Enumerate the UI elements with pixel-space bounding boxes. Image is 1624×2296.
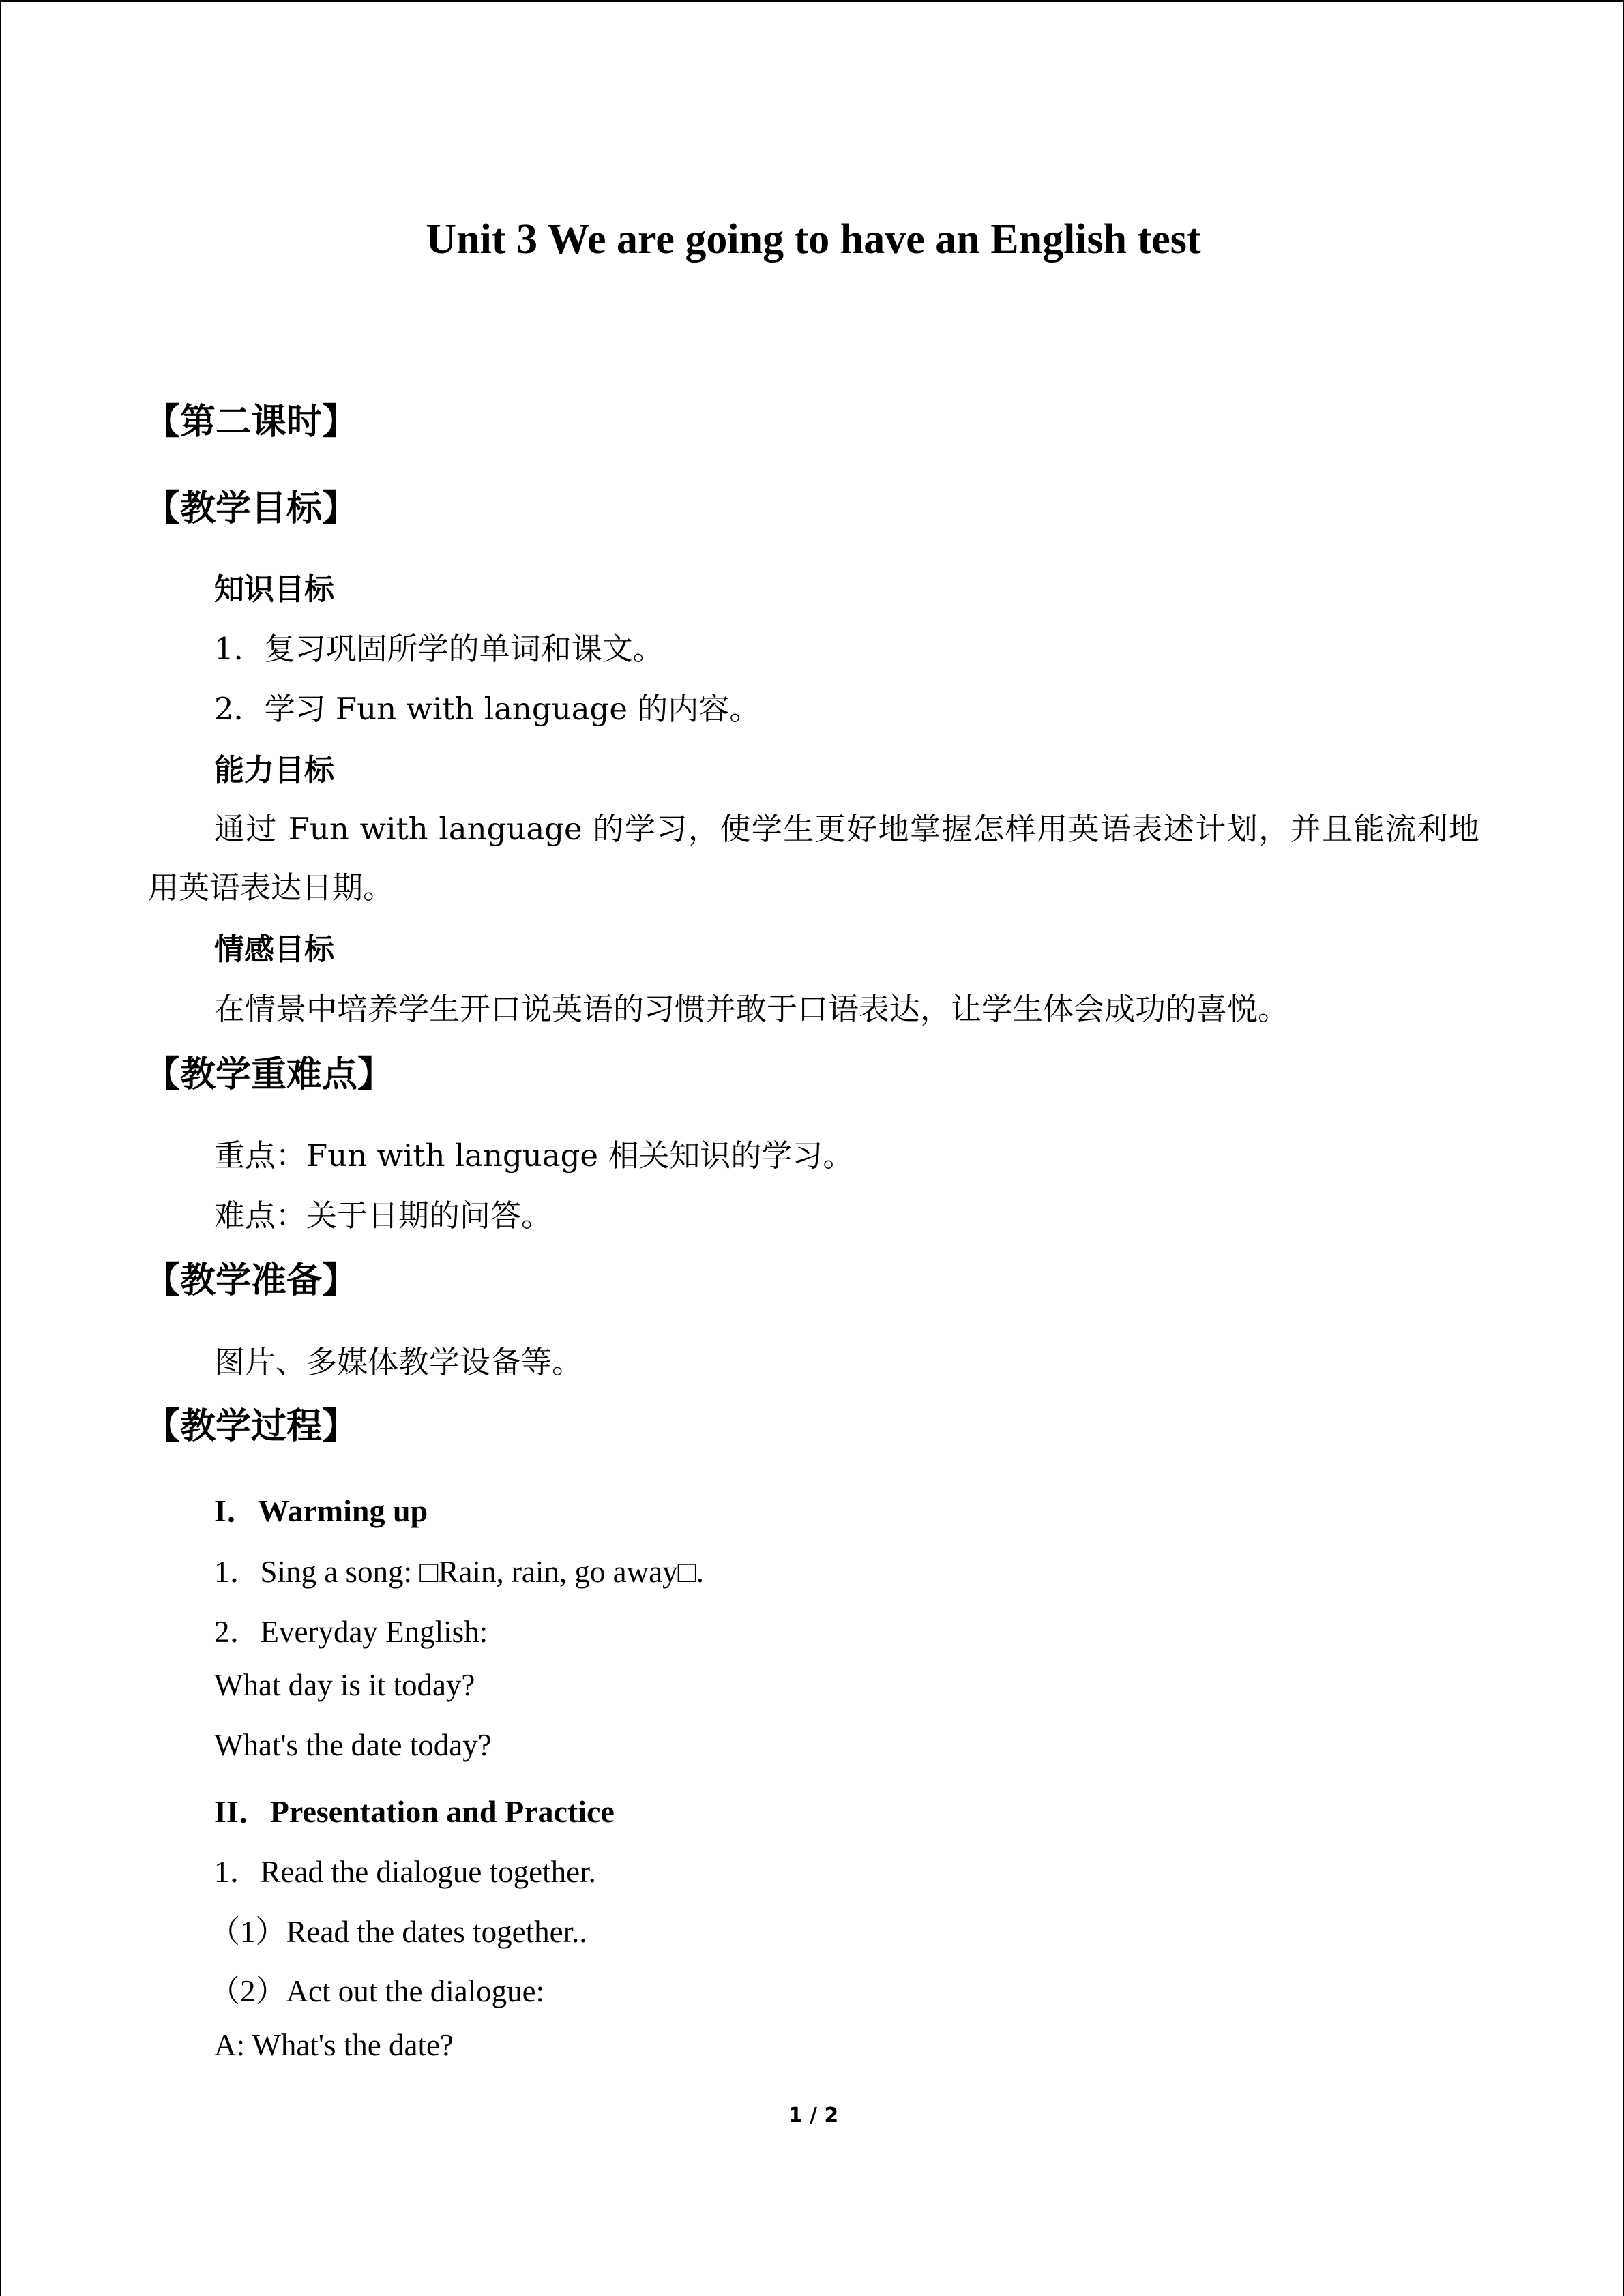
preparation-text: 图片、多媒体教学设备等。 bbox=[214, 1344, 583, 1380]
step2-sub-item-1: （1）Read the dates together.. bbox=[209, 1915, 587, 1949]
section-process-heading: 【教学过程】 bbox=[145, 1406, 358, 1447]
question-date: What's the date today? bbox=[214, 1728, 492, 1762]
dialogue-line-a: A: What's the date? bbox=[214, 2028, 454, 2062]
section-key-points-heading: 【教学重难点】 bbox=[145, 1054, 394, 1095]
step1-item-1: 1．Sing a song: □Rain, rain, go away□. bbox=[214, 1555, 705, 1589]
knowledge-objectives-heading: 知识目标 bbox=[214, 572, 334, 607]
difficult-point-text: 难点：关于日期的问答。 bbox=[214, 1197, 552, 1234]
section-lesson-heading: 【第二课时】 bbox=[145, 402, 358, 443]
section-objectives-heading: 【教学目标】 bbox=[145, 488, 358, 529]
page-number: 1 / 2 bbox=[788, 2104, 839, 2128]
emotion-text: 在情景中培养学生开口说英语的习惯并敢于口语表达，让学生体会成功的喜悦。 bbox=[214, 991, 1289, 1027]
step2-sub-item-2: （2）Act out the dialogue: bbox=[209, 1974, 545, 2008]
ability-text-line-2: 用英语表达日期。 bbox=[148, 869, 394, 906]
step-presentation-heading: II．Presentation and Practice bbox=[214, 1794, 615, 1829]
ability-text-line-1: 通过 Fun with language 的学习，使学生更好地掌握怎样用英语表述计划，并且能流利地 bbox=[214, 811, 1479, 847]
step2-item-1: 1．Read the dialogue together. bbox=[214, 1855, 596, 1889]
step1-item-2: 2．Everyday English: bbox=[214, 1615, 488, 1649]
ability-objectives-heading: 能力目标 bbox=[214, 753, 334, 788]
key-point-text: 重点：Fun with language 相关知识的学习。 bbox=[214, 1137, 854, 1174]
question-day: What day is it today? bbox=[214, 1668, 475, 1702]
emotion-objectives-heading: 情感目标 bbox=[214, 932, 334, 967]
knowledge-item-2: 2．学习 Fun with language 的内容。 bbox=[214, 691, 761, 727]
step-warming-up-heading: I．Warming up bbox=[214, 1493, 428, 1528]
document-title: Unit 3 We are going to have an English test bbox=[426, 216, 1201, 263]
section-preparation-heading: 【教学准备】 bbox=[145, 1260, 358, 1301]
knowledge-item-1: 1．复习巩固所学的单词和课文。 bbox=[214, 631, 664, 667]
